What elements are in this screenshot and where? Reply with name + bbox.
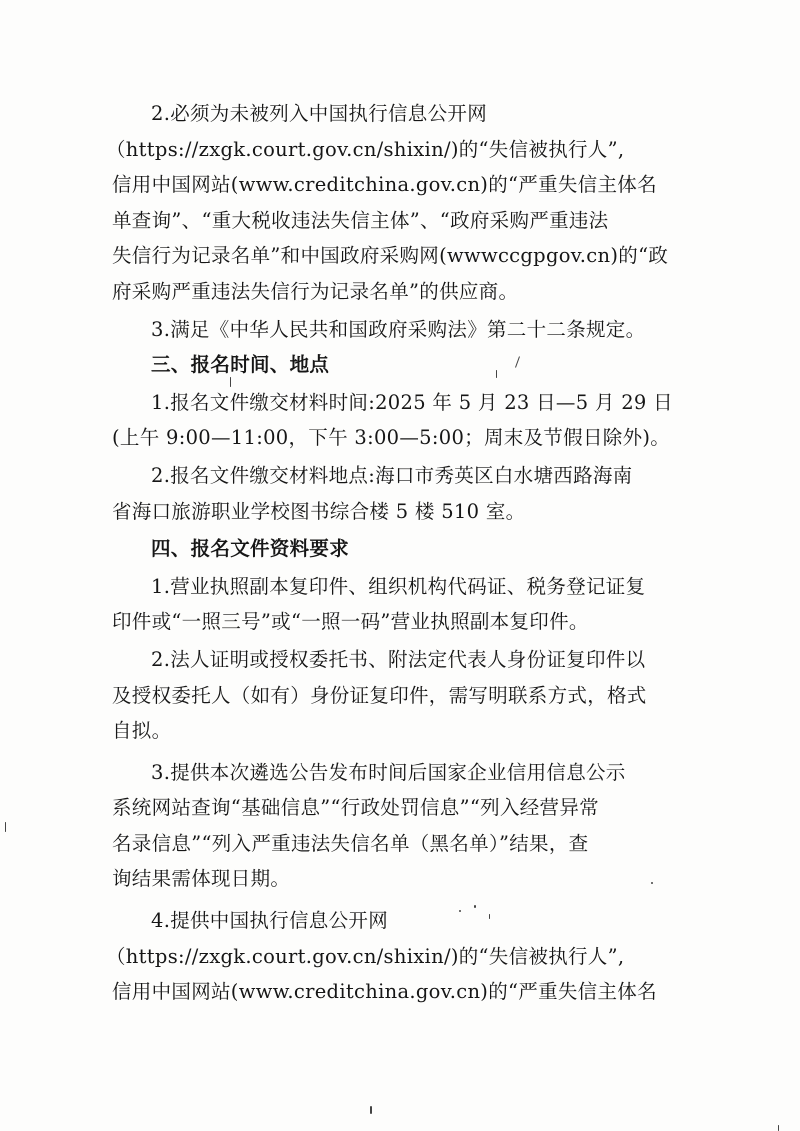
section-heading-3: 三、报名时间、地点 [151, 353, 330, 377]
scan-speck [474, 905, 476, 908]
scan-speck [370, 1106, 372, 1114]
text-line: 3.提供本次遴选公告发布时间后国家企业信用信息公示 [151, 760, 626, 784]
text-line: （https://zxgk.court.gov.cn/shixin/)的“失信被执行人”, [106, 944, 625, 968]
text-line: （https://zxgk.court.gov.cn/shixin/)的“失信被执行人”, [106, 137, 625, 161]
text-line: 4.提供中国执行信息公开网 [151, 909, 389, 933]
text-line: 印件或“一照三号”或“一照一码”营业执照副本复印件。 [112, 610, 589, 634]
paragraph-s4-item-4 [106, 903, 690, 1010]
text-line: 及授权委托人（如有）身份证复印件，需写明联系方式，格式 [112, 683, 647, 707]
text-line: 失信行为记录名单”和中国政府采购网(wwwccgpgov.cn)的“政 [112, 244, 669, 268]
text-line: 2.报名文件缴交材料地点:海口市秀英区白水塘西路海南 [151, 463, 633, 487]
text-line: 府采购严重违法失信行为记录名单”的供应商。 [112, 279, 519, 303]
text-line: 询结果需体现日期。 [112, 867, 291, 891]
text-line: 省海口旅游职业学校图书综合楼 5 楼 510 室。 [112, 499, 526, 523]
text-line: 3.满足《中华人民共和国政府采购法》第二十二条规定。 [151, 317, 646, 341]
paragraph-s4-item-3 [112, 755, 690, 897]
paragraph-s4-item-1 [112, 569, 690, 640]
text-line: 2.法人证明或授权委托书、附法定代表人身份证复印件以 [151, 647, 646, 671]
text-line: 系统网站查询“基础信息”“行政处罚信息”“列入经营异常 [112, 796, 599, 820]
text-line: (上午 9:00—11:00，下午 3:00—5:00；周末及节假日除外)。 [112, 426, 671, 450]
text-line: 信用中国网站(www.creditchina.gov.cn)的“严重失信主体名 [112, 173, 657, 197]
text-line: 名录信息”“列入严重违法失信名单（黑名单）”结果，查 [112, 831, 589, 855]
text-line: 1.营业执照副本复印件、组织机构代码证、税务登记证复 [151, 574, 646, 598]
text-line: 2.必须为未被列入中国执行信息公开网 [151, 102, 488, 125]
paragraph-s3-item-1 [112, 385, 690, 456]
text-line: 信用中国网站(www.creditchina.gov.cn)的“严重失信主体名 [112, 980, 657, 1004]
document-body [106, 96, 690, 1010]
text-line: 1.报名文件缴交材料时间:2025 年 5 月 23 日—5 月 29 日 [151, 390, 673, 414]
text-line: 自拟。 [112, 719, 172, 743]
paragraph-s3-item-2 [112, 458, 690, 529]
scan-speck [5, 822, 6, 832]
scan-speck [651, 882, 653, 884]
paragraph-item-2 [106, 96, 690, 310]
text-line: 单查询”、“重大税收违法失信主体”、“政府采购严重违法 [112, 208, 609, 232]
scan-speck [496, 370, 497, 378]
scan-speck [778, 1125, 779, 1131]
paragraph-s4-item-2 [112, 642, 690, 749]
paragraph-item-3 [112, 312, 690, 348]
scan-speck [489, 914, 490, 919]
section-heading-4: 四、报名文件资料要求 [151, 537, 350, 561]
scan-speck [230, 377, 231, 387]
scan-speck [459, 910, 461, 912]
